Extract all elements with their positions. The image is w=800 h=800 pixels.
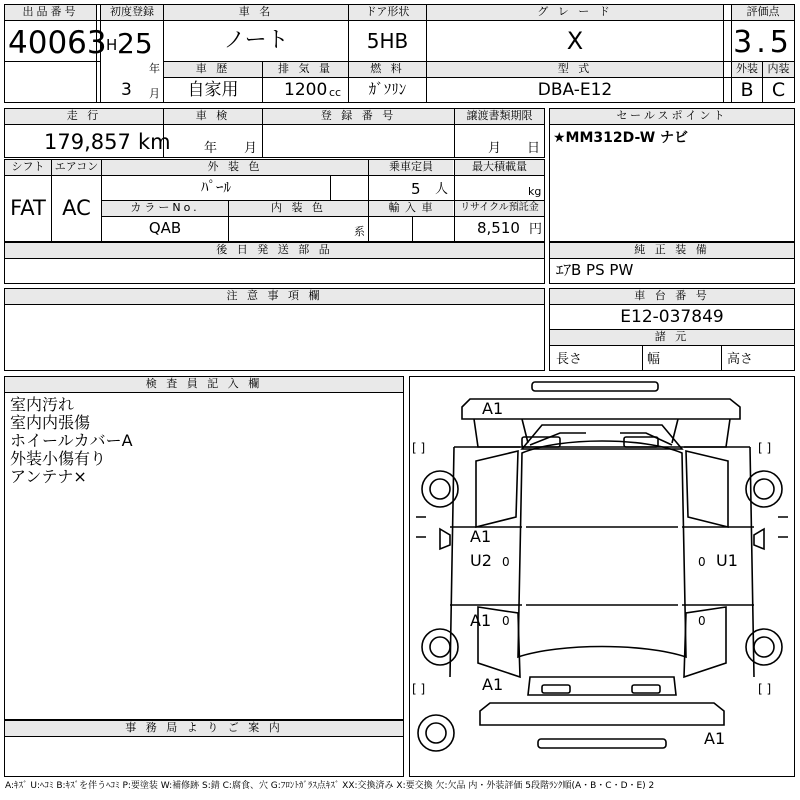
grade-value: X	[566, 27, 584, 55]
office-header: 事 務 局 よ り ご 案 内	[5, 721, 403, 736]
inspector-note-1: 室内汚れ	[10, 395, 75, 414]
inspector-note-4: 外装小傷有り	[10, 449, 107, 468]
shift-value: FAT	[10, 196, 46, 220]
door-value: 5HB	[366, 29, 409, 53]
max-load-header: 最大積載量	[455, 160, 544, 175]
era-value: H	[106, 36, 118, 54]
year-unit: 年	[149, 62, 160, 75]
mark-right-b-zero: 0	[698, 614, 706, 628]
interior-header: 内装	[763, 62, 794, 77]
mark-left-b: A1	[470, 611, 492, 630]
mark-bottom-left: A1	[482, 675, 504, 694]
score-header: 評価点	[732, 5, 794, 20]
inspection-year-unit: 年	[204, 141, 218, 156]
notes-header: 注 意 事 項 欄	[5, 289, 544, 304]
model-value: DBA-E12	[537, 80, 613, 100]
bracket-left-bottom: [ ]	[412, 682, 426, 696]
dims-header: 諸 元	[550, 330, 794, 345]
mark-left-b-zero: 0	[502, 614, 510, 628]
height-label: 高さ	[727, 352, 754, 367]
score-value: 3.5	[733, 25, 793, 60]
lot-number-header: 出品番号	[5, 5, 96, 20]
transfer-header: 譲渡書類期限	[455, 109, 544, 124]
inspector-header: 検 査 員 記 入 欄	[5, 377, 403, 392]
max-load-unit: kg	[528, 185, 542, 198]
mark-left-zero: 0	[502, 555, 510, 569]
later-parts-header: 後 日 発 送 部 品	[5, 243, 544, 258]
lot-number-value: 40063	[8, 25, 107, 61]
capacity-header: 乗車定員	[369, 160, 453, 175]
legend-text: A:ｷｽﾞ U:ﾍｺﾐ B:ｷｽﾞを伴うﾍｺﾐ P:要塗装 W:補修跡 S:錆 C:腐食、穴 G:ﾌﾛﾝﾄｶﾞﾗｽ点ｷｽﾞ XX:交換済み X:要交換 欠:欠品 内・外装評価 5段階ﾗﾝｸ順(A・B・C・D・E) 2	[5, 781, 655, 791]
history-header: 車 歴	[164, 62, 262, 77]
displacement-unit: cc	[329, 86, 342, 99]
ac-value: AC	[62, 196, 91, 220]
car-diagram	[409, 376, 795, 777]
shift-header: シフト	[5, 160, 51, 175]
displacement-header: 排 気 量	[263, 62, 348, 77]
transfer-day-unit: 日	[527, 141, 541, 156]
car-name-header: 車 名	[164, 5, 348, 20]
ext-color-header: 外 装 色	[102, 160, 368, 175]
chassis-value: E12-037849	[620, 307, 724, 327]
car-name-value: ノート	[223, 28, 289, 53]
length-label: 長さ	[556, 352, 583, 367]
fuel-header: 燃 料	[349, 62, 426, 77]
car-diagram-drawing	[410, 377, 794, 776]
exterior-header: 外装	[732, 62, 762, 77]
first-reg-header: 初度登録	[101, 5, 163, 20]
mileage-unit: km	[138, 130, 171, 154]
displacement-value: 1200	[284, 80, 328, 100]
genuine-equip-header: 純 正 装 備	[550, 243, 794, 258]
door-header: ドア形状	[349, 5, 426, 20]
sales-point-value: ★MM312D-W ナビ	[553, 130, 689, 146]
width-label: 幅	[647, 352, 661, 367]
mark-right-u: U1	[716, 551, 738, 570]
recycle-value: 8,510	[477, 219, 520, 237]
recycle-header: リサイクル預託金	[455, 201, 544, 216]
sales-point-header: セールスポイント	[550, 109, 794, 124]
bracket-right-top: [ ]	[758, 441, 772, 455]
import-header: 輸 入 車	[369, 201, 453, 216]
mark-left-u: U2	[470, 551, 492, 570]
year-value: 25	[117, 27, 153, 60]
sales-point-block	[549, 108, 795, 242]
int-color-header: 内 装 色	[229, 201, 368, 216]
reg-number-header: 登 録 番 号	[263, 109, 454, 124]
interior-grade-value: C	[771, 79, 786, 101]
mileage-header: 走 行	[5, 109, 163, 124]
bracket-left-top: [ ]	[412, 441, 426, 455]
ext-color-value: ﾊﾟｰﾙ	[200, 178, 231, 196]
mark-bottom-right: A1	[704, 729, 726, 748]
month-unit: 月	[149, 87, 160, 100]
inspector-note-2: 室内内張傷	[10, 413, 91, 432]
transfer-month-unit: 月	[488, 141, 502, 156]
month-value: 3	[121, 80, 132, 100]
bracket-right-bottom: [ ]	[758, 682, 772, 696]
inspector-note-5: アンテナ×	[10, 467, 87, 486]
inspection-header: 車 検	[164, 109, 262, 124]
capacity-value: 5	[411, 180, 421, 198]
capacity-unit: 人	[435, 182, 449, 197]
exterior-grade-value: B	[740, 79, 754, 101]
history-value: 自家用	[187, 80, 239, 100]
ac-header: エアコン	[52, 160, 101, 175]
inspection-month-unit: 月	[244, 141, 258, 156]
mark-top-left: A1	[482, 399, 504, 418]
chassis-header: 車 台 番 号	[550, 289, 794, 304]
model-header: 型 式	[427, 62, 723, 77]
recycle-unit: 円	[529, 222, 543, 237]
inspector-note-3: ホイールカバーA	[10, 431, 133, 450]
mark-right-zero: 0	[698, 555, 706, 569]
genuine-equip-value: ｴｱB PS PW	[556, 261, 634, 279]
int-color-unit: 系	[354, 225, 365, 238]
color-no-header: カラーNo.	[102, 201, 228, 216]
grade-header: グ レ ー ド	[427, 5, 723, 20]
color-no-value: QAB	[148, 219, 182, 237]
mileage-value: 179,857	[44, 130, 131, 154]
mark-left-a: A1	[470, 527, 492, 546]
fuel-value: ｶﾞｿﾘﾝ	[368, 80, 407, 98]
